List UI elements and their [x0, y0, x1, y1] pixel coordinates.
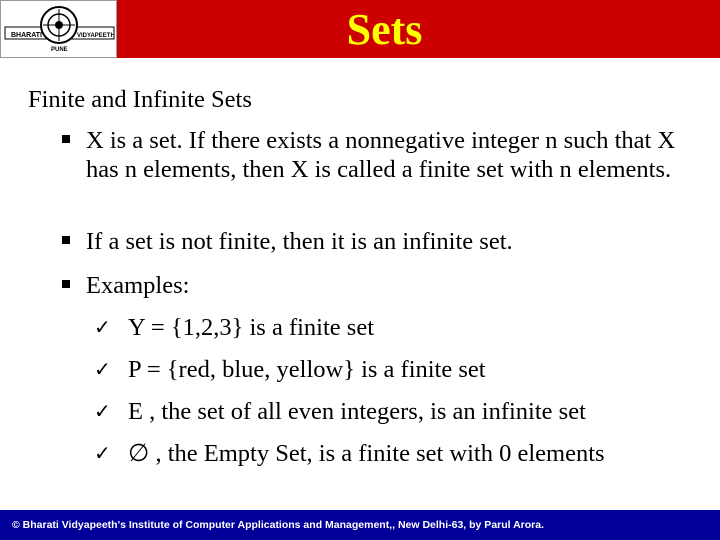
checkmark-icon: ✓	[94, 357, 111, 381]
slide-title: Sets	[346, 5, 423, 54]
slide-subtitle: Finite and Infinite Sets	[28, 86, 252, 113]
svg-text:BHARATI: BHARATI	[11, 32, 42, 39]
bullet-text: X is a set. If there exists a nonnegative integer n such that X has n elements, then X is called a finite set with n elements.	[86, 127, 676, 183]
svg-text:PUNE: PUNE	[51, 47, 68, 53]
checkmark-icon: ✓	[94, 441, 111, 465]
institute-logo	[0, 0, 117, 58]
example-text: Y = {1,2,3} is a finite set	[128, 314, 375, 341]
bullet-text: Examples:	[86, 272, 190, 299]
bullet-item	[62, 227, 712, 256]
logo-emblem-icon	[3, 3, 116, 57]
svg-text:VIDYAPEETH: VIDYAPEETH	[77, 33, 115, 39]
footer-credit: © Bharati Vidyapeeth's Institute of Computer Applications and Management,, New Delhi-63, by Parul Arora.	[0, 510, 720, 540]
bullet-item	[62, 271, 712, 300]
example-item	[94, 355, 714, 384]
square-bullet-icon	[62, 236, 70, 244]
checkmark-icon: ✓	[94, 399, 111, 423]
example-item	[94, 397, 714, 426]
square-bullet-icon	[62, 280, 70, 288]
square-bullet-icon	[62, 135, 70, 143]
example-text: ∅ , the Empty Set, is a finite set with 0 elements	[128, 440, 605, 467]
checkmark-icon: ✓	[94, 315, 111, 339]
example-item	[94, 313, 714, 342]
example-text: P = {red, blue, yellow} is a finite set	[128, 356, 486, 383]
bullet-item	[62, 126, 712, 184]
example-item	[94, 439, 714, 468]
example-text: E , the set of all even integers, is an infinite set	[128, 398, 586, 425]
bullet-text: If a set is not finite, then it is an infinite set.	[86, 228, 513, 255]
